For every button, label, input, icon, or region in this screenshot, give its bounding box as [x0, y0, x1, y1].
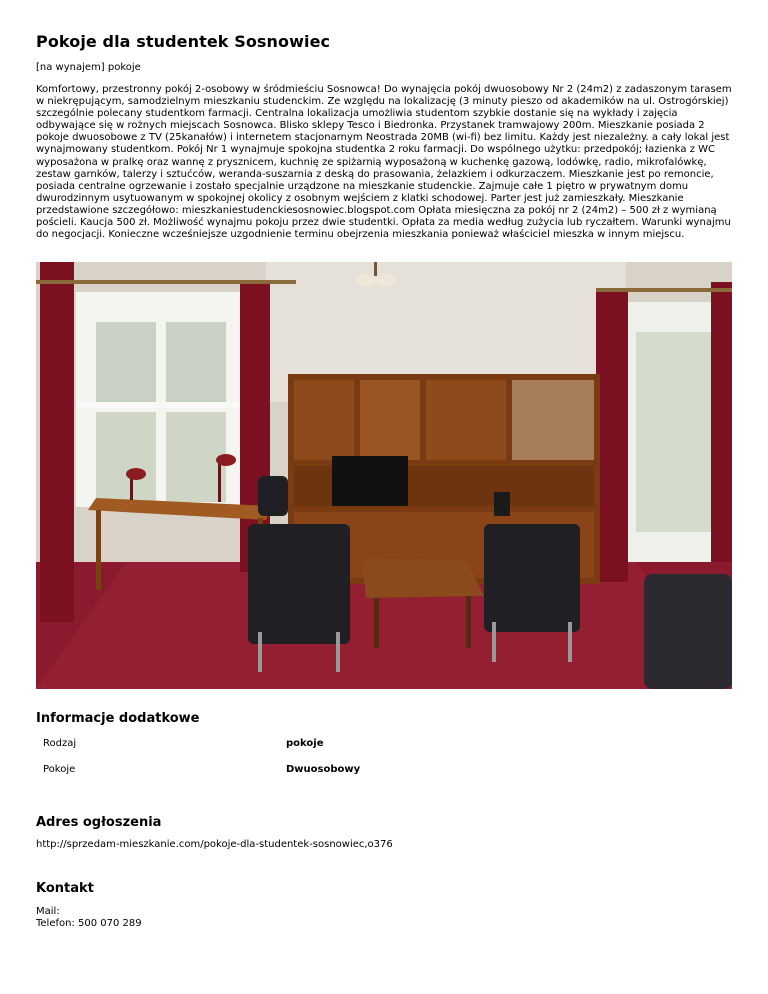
left-curtain [40, 262, 74, 622]
room-photo [36, 262, 732, 689]
phone-number: Telefon: 500 070 289 [36, 918, 142, 929]
desk-chair [258, 476, 288, 516]
listing-description: Komfortowy, przestronny pokój 2-osobowy w śródmieściu Sosnowca! Do wynajęcia pokój dwuosobowy Nr 2 (24m2) z zadaszonym tarasem w niekrępującym, samodzielnym mieszkaniu studenckim. Ze względu na lokalizację (3 minuty pieszo od akademików na ul. Ostrogórskiej) szczególnie polecany studentkom farmacji. Centralna lokalizacja umożliwia studentom szybkie dostanie się na wykłady i zajęcia odbywające się w rożnych miejscach Sosnowca. Blisko sklepy Tesco i Biedronka. Przystanek tramwajowy 200m. Mieszkanie posiada 2 pokoje dwuosobowe z TV (25kanałów) i internetem stacjonarnym Neostrada 20MB (wi-fi) bez limitu. Każdy jest niezależny. a cały lokal jest wynajmowany studentkom. Pokój Nr 1 wynajmuje spokojna studentka 2 roku farmacji. Do wspólnego użytku: przedpokój; łazienka z WC wyposażona w pralkę oraz wannę z prysznicem, kuchnię ze spiżarnią wyposażoną w kuchenkę gazową, lodówkę, radio, mikrofalówkę, zestaw garnków, talerzy i sztućców, weranda-suszarnia z deską do prasowania, żelazkiem i odkurzaczem. Mieszkanie jest po remoncie, posiada centralne ogrzewanie i zostało specjalnie urządzone na mieszkanie studenckie. Zajmuje całe 1 piętro w prywatnym domu dwurodzinnym usytuowanym w spokojnej okolicy z osobnym wejściem z klatki schodowej. Parter jest już zamieszkały. Mieszkanie przedstawione szczegółowo: mieszkaniestudenckiesosnowiec.blogspot.com Opłata miesięczna za pokój nr 2 (24m2) – 500 zł z wymianą pościeli. Kaucja 500 zł. Możliwość wynajmu pokoju przez dwie studentki. Opłata za media według zużycia lub ryczałtem. Warunki wynajmu do negocjacji. Konieczne wcześniejsze uzgodnienie terminu obejrzenia mieszkania ponieważ właściciel mieszka w innym miejscu. [36, 84, 732, 241]
info-heading: Informacje dodatkowe [36, 711, 200, 726]
contact-heading: Kontakt [36, 881, 94, 896]
contact-block [36, 906, 142, 930]
info-value: Dwuosobowy [286, 764, 361, 775]
info-row-pokoje [36, 764, 732, 794]
listing-category: [na wynajem] pokoje [36, 62, 141, 73]
mail-label: Mail: [36, 906, 60, 917]
listing-title: Pokoje dla studentek Sosnowiec [36, 32, 331, 51]
television [332, 456, 408, 506]
listing-url[interactable]: http://sprzedam-mieszkanie.com/pokoje-dla-studentek-sosnowiec,o376 [36, 839, 393, 850]
info-value: pokoje [286, 738, 324, 749]
info-key: Rodzaj [43, 738, 77, 749]
sofa [644, 574, 732, 689]
right-curtain [596, 292, 628, 582]
info-key: Pokoje [43, 764, 76, 775]
address-heading: Adres ogłoszenia [36, 815, 162, 830]
